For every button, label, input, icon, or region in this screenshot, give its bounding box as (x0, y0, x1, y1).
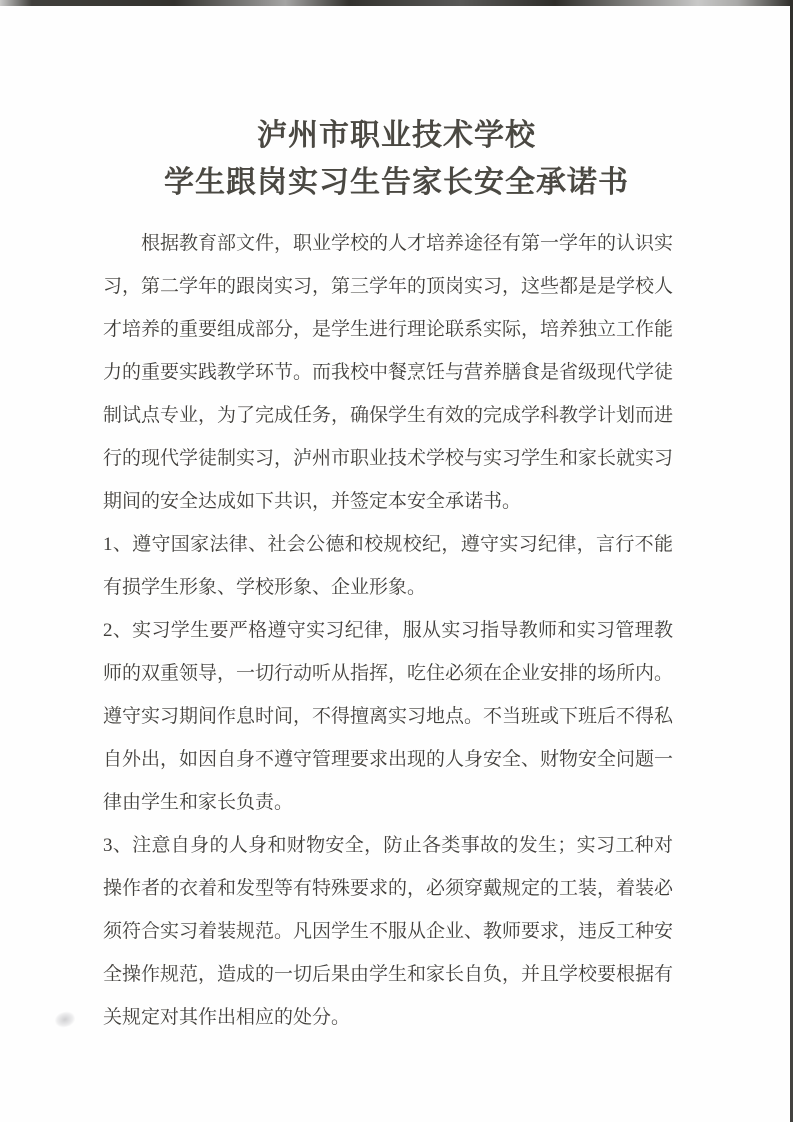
document-body (103, 222, 673, 1039)
intro-paragraph: 根据教育部文件，职业学校的人才培养途径有第一学年的认识实习，第二学年的跟岗实习，第三学年的顶岗实习，这些都是是学校人才培养的重要组成部分，是学生进行理论联系实际，培养独立工作能力的重要实践教学环节。而我校中餐烹饪与营养膳食是省级现代学徒制试点专业，为了完成任务，确保学生有效的完成学科教学计划而进行的现代学徒制实习，泸州市职业技术学校与实习学生和家长就实习期间的安全达成如下共识，并签定本安全承诺书。 (103, 233, 674, 512)
scan-artifact-smudge (53, 1010, 76, 1030)
title-line-document-name: 学生跟岗实习生告家长安全承诺书 (164, 166, 629, 199)
numbered-item-1: 1、遵守国家法律、社会公德和校规校纪，遵守实习纪律，言行不能有损学生形象、学校形象、企业形象。 (103, 534, 673, 598)
numbered-item-2: 2、实习学生要严格遵守实习纪律，服从实习指导教师和实习管理教师的双重领导，一切行动听从指挥，吃住必须在企业安排的场所内。遵守实习期间作息时间，不得擅离实习地点。不当班或下班后不得私自外出，如因自身不遵守管理要求出现的人身安全、财物安全问题一律由学生和家长负责。 (103, 620, 674, 813)
numbered-item-3: 3、注意自身的人身和财物安全，防止各类事故的发生；实习工种对操作者的衣着和发型等有特殊要求的，必须穿戴规定的工装，着装必须符合实习着装规范。凡因学生不服从企业、教师要求，违反工种安全操作规范，造成的一切后果由学生和家长自负，并且学校要根据有关规定对其作出相应的处分。 (103, 835, 674, 1028)
scan-artifact-top-edge (0, 0, 793, 6)
title-line-school-name: 泸州市职业技术学校 (257, 119, 536, 152)
document-title (0, 112, 793, 206)
